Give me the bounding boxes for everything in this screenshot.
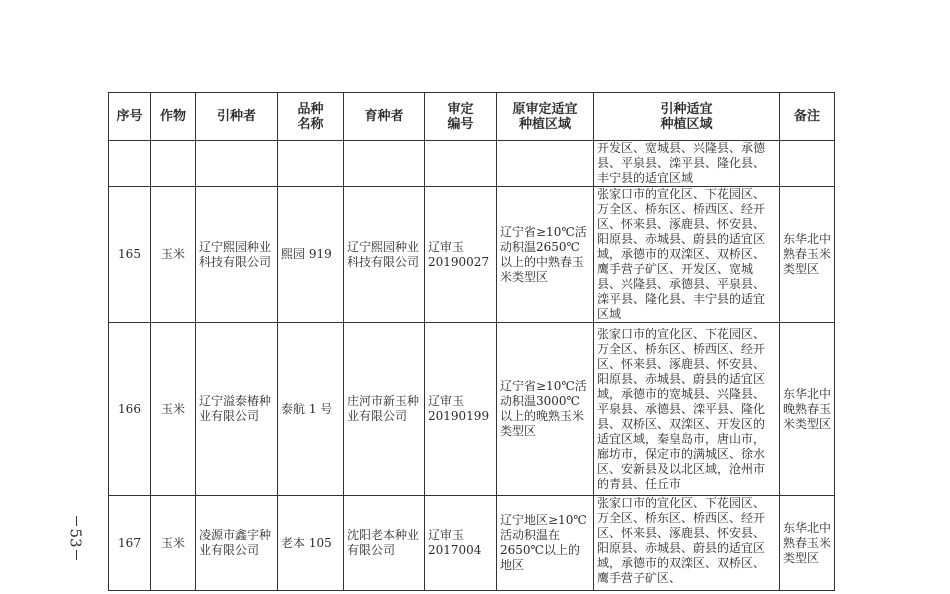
row-intro-region: 张家口市的宣化区、下花园区、万全区、桥东区、桥西区、经开区、怀来县、涿鹿县、怀安县、阳原县、赤城县、蔚县的适宜区域，承德市的双滦区、双桥区、鹰手营子矿区、 bbox=[597, 496, 766, 585]
header-row bbox=[109, 93, 835, 141]
cell bbox=[278, 141, 344, 187]
table-row bbox=[109, 496, 835, 591]
header-approval: 审定 编号 bbox=[425, 93, 497, 141]
header-breeder: 育种者 bbox=[344, 93, 425, 141]
continued-row bbox=[109, 141, 835, 187]
table-row bbox=[109, 323, 835, 496]
cell bbox=[425, 141, 497, 187]
row-introducer: 凌源市鑫宇种业有限公司 bbox=[196, 496, 278, 591]
row-no: 167 bbox=[109, 496, 151, 591]
table-row bbox=[109, 187, 835, 323]
row-introducer: 辽宁熙园种业科技有限公司 bbox=[196, 187, 278, 323]
cell bbox=[151, 141, 196, 187]
row-variety: 熙园 919 bbox=[278, 187, 344, 323]
row-variety: 泰航 1 号 bbox=[278, 323, 344, 496]
cell bbox=[344, 141, 425, 187]
row-crop: 玉米 bbox=[151, 323, 196, 496]
row-no: 165 bbox=[109, 187, 151, 323]
row-approval: 辽审玉 20190027 bbox=[425, 187, 497, 323]
variety-table bbox=[108, 92, 835, 591]
row-note: 东华北中熟春玉米类型区 bbox=[780, 496, 835, 591]
row-introducer: 辽宁溢泰椿种业有限公司 bbox=[196, 323, 278, 496]
header-original-region: 原审定适宜 种植区域 bbox=[497, 93, 594, 141]
row-breeder: 沈阳老本种业有限公司 bbox=[344, 496, 425, 591]
row-no: 166 bbox=[109, 323, 151, 496]
row-original-region: 辽宁地区≥10℃活动积温在2650℃以上的地区 bbox=[497, 496, 594, 591]
cell bbox=[780, 141, 835, 187]
row-breeder: 辽宁熙园种业科技有限公司 bbox=[344, 187, 425, 323]
row-variety: 老本 105 bbox=[278, 496, 344, 591]
cell bbox=[497, 141, 594, 187]
row-original-region: 辽宁省≥10℃活动积温3000℃以上的晚熟玉米类型区 bbox=[497, 323, 594, 496]
page-number-value: 53 bbox=[67, 528, 85, 548]
page-number-dash-top bbox=[76, 516, 77, 526]
row-note: 东华北中熟春玉米类型区 bbox=[780, 187, 835, 323]
row-note: 东华北中晚熟春玉米类型区 bbox=[780, 323, 835, 496]
row-approval: 辽审玉 20190199 bbox=[425, 323, 497, 496]
row-intro-region: 张家口市的宣化区、下花园区、万全区、桥东区、桥西区、经开区、怀来县、涿鹿县、怀安县、阳原县、赤城县、蔚县的适宜区域，承德市的双滦区、双桥区、鹰手营子矿区、开发区、宽城县、兴隆县、承德县、平泉县、滦平县、隆化县、丰宁县的适宜区域 bbox=[594, 187, 780, 323]
header-intro-region: 引种适宜 种植区域 bbox=[594, 93, 780, 141]
continued-region-text: 开发区、宽城县、兴隆县、承德县、平泉县、滦平县、隆化县、丰宁县的适宜区域 bbox=[597, 141, 766, 185]
page-number-dash-bottom bbox=[76, 550, 77, 560]
row-intro-region: 张家口市的宣化区、下花园区、万全区、桥东区、桥西区、经开区、怀来县、涿鹿县、怀安县、阳原县、赤城县、蔚县的适宜区域，承德市的宽城县、兴隆县、平泉县、承德县、滦平县、隆化县、双桥区、双滦区、开发区的适宜区域，秦皇岛市，唐山市，廊坊市，保定市的满城区、徐水区、安新县及以北区域，沧州市的青县、任丘市 bbox=[594, 323, 780, 496]
row-approval: 辽审玉 2017004 bbox=[425, 496, 497, 591]
header-variety: 品种 名称 bbox=[278, 93, 344, 141]
row-original-region: 辽宁省≥10℃活动积温2650℃以上的中熟春玉米类型区 bbox=[497, 187, 594, 323]
header-introducer: 引种者 bbox=[196, 93, 278, 141]
cell bbox=[109, 141, 151, 187]
row-intro-region-cell bbox=[594, 496, 780, 591]
header-no: 序号 bbox=[109, 93, 151, 141]
row-breeder: 庄河市新玉种业有限公司 bbox=[344, 323, 425, 496]
row-crop: 玉米 bbox=[151, 496, 196, 591]
continued-region-cell bbox=[594, 141, 780, 187]
row-crop: 玉米 bbox=[151, 187, 196, 323]
header-note: 备注 bbox=[780, 93, 835, 141]
page-number bbox=[66, 498, 86, 578]
cell bbox=[196, 141, 278, 187]
header-crop: 作物 bbox=[151, 93, 196, 141]
